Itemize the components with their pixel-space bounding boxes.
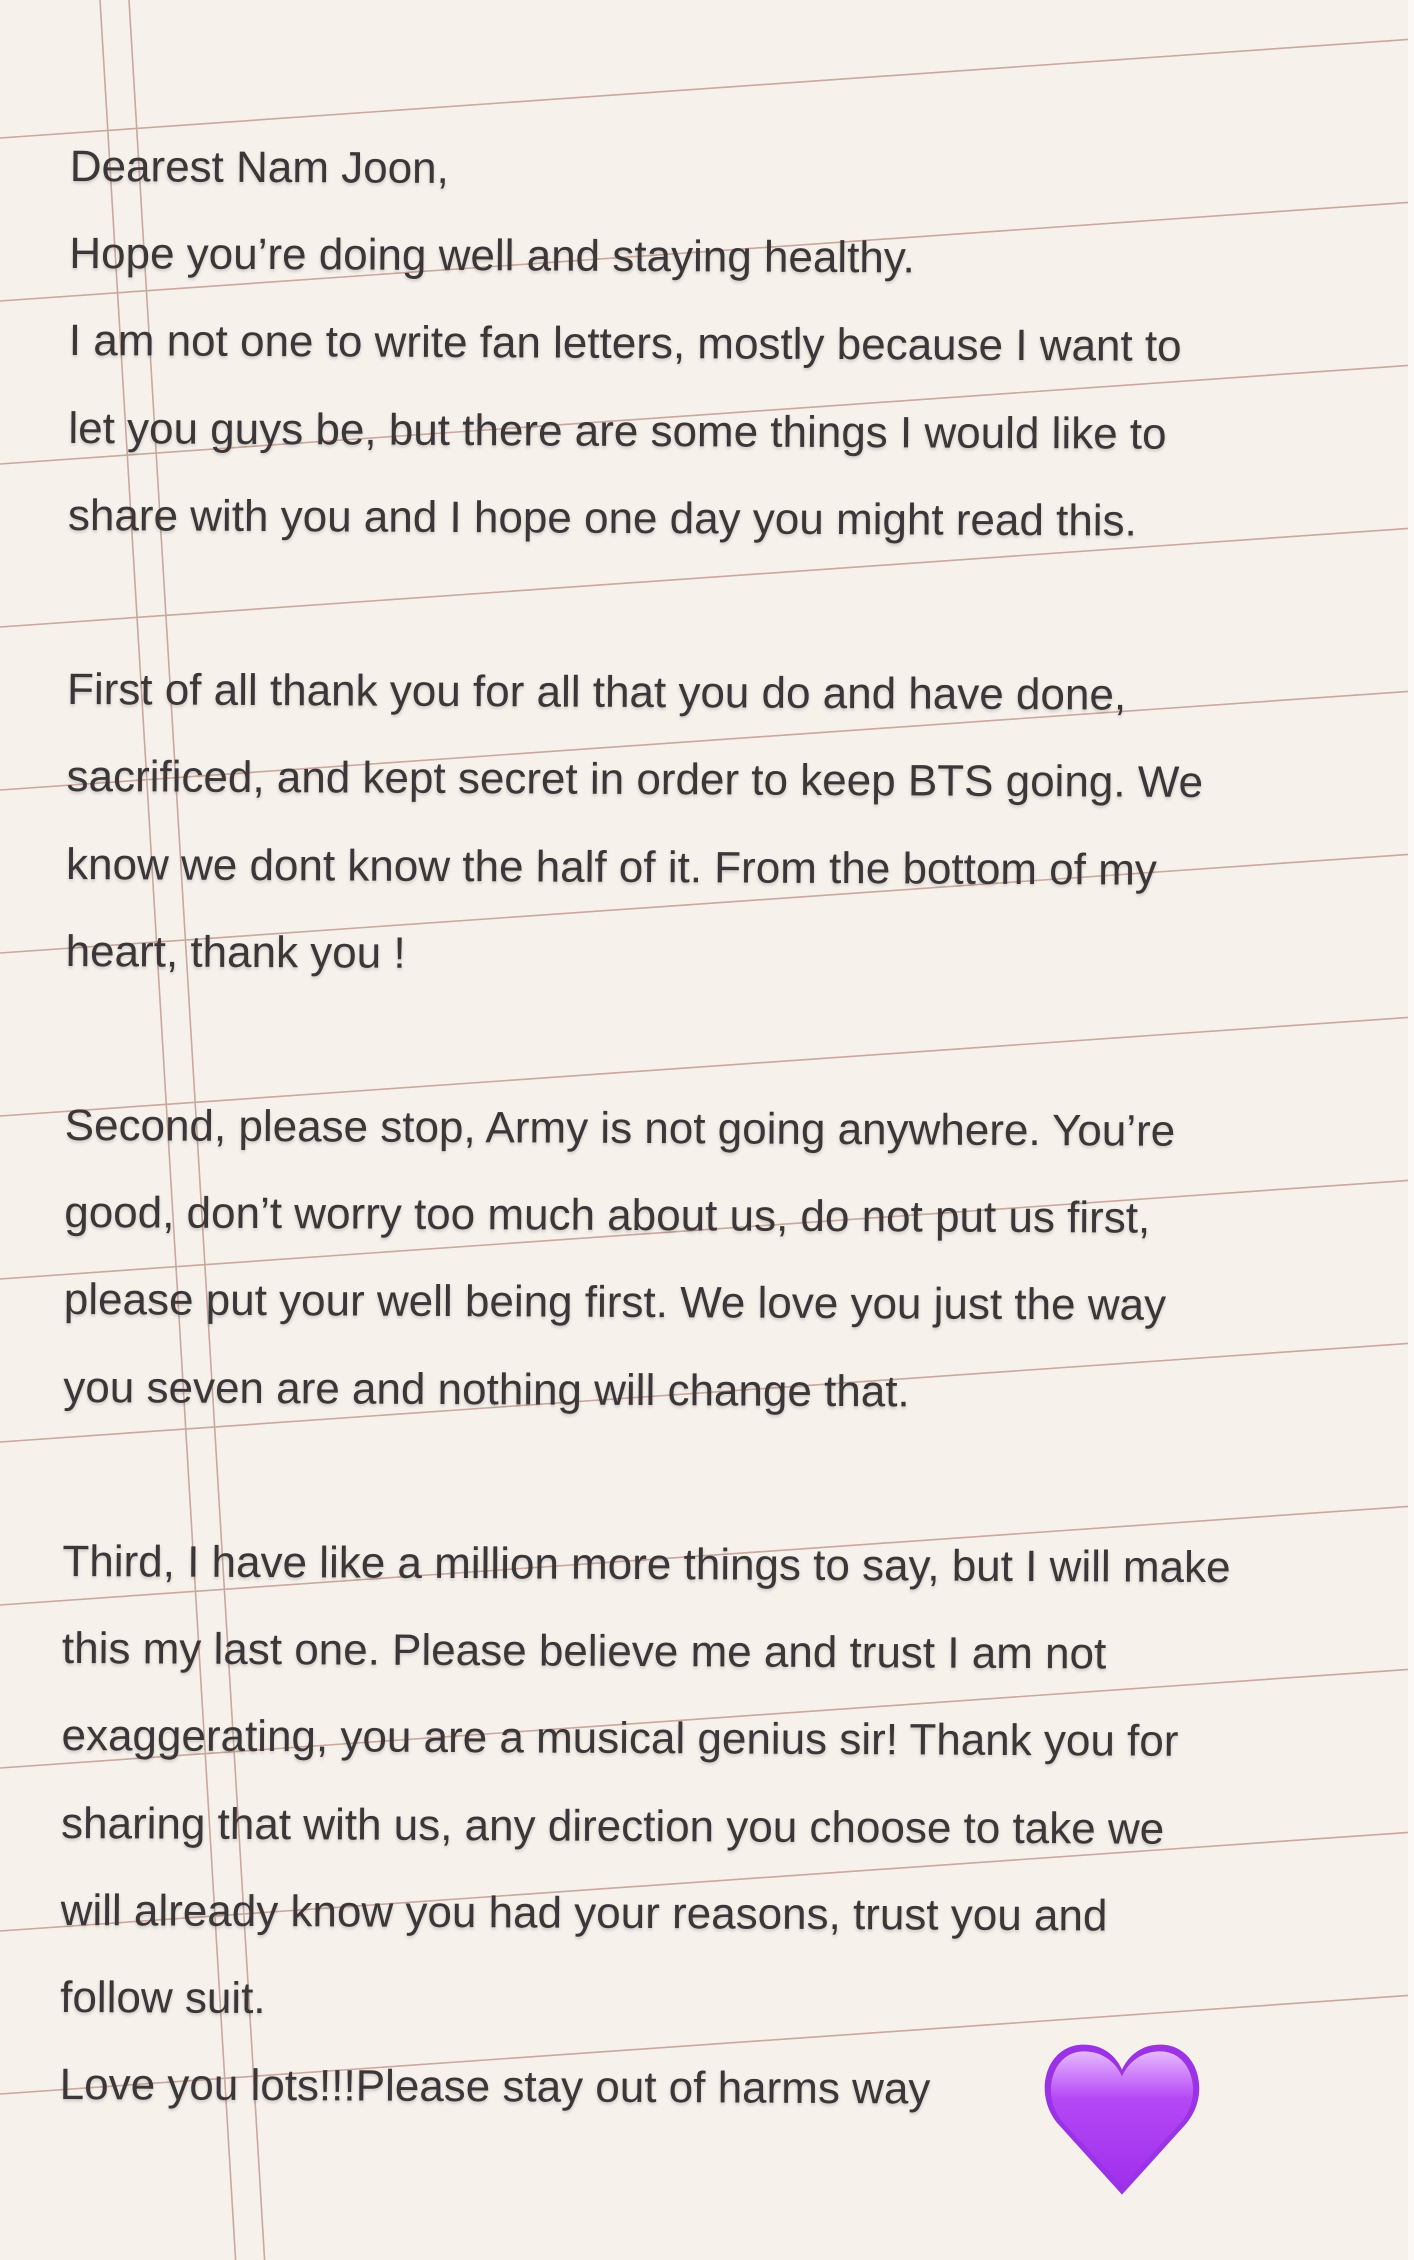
letter-line: Love you lots!!!Please stay out of harms way — [59, 2060, 931, 2114]
letter-line: sharing that with us, any direction you choose to take we — [60, 1798, 1165, 1854]
blank-line — [65, 995, 1234, 1088]
letter-body — [60, 123, 1239, 2134]
letter-line: I am not one to write fan letters, mostly because I want to — [68, 316, 1182, 372]
letter-line: Third, I have like a million more things to say, but I will make — [62, 1536, 1231, 1593]
blank-line — [67, 559, 1236, 652]
letter-line: share with you and I hope one day you might read this. — [67, 490, 1137, 546]
letter-line: let you guys be, but there are some things I would like to — [68, 403, 1167, 459]
letter-line: sacrificed, and kept secret in order to keep BTS going. We — [66, 752, 1204, 808]
letter-line: know we dont know the half of it. From the bottom of my — [65, 839, 1157, 895]
letter-line: heart, thank you ! — [65, 926, 406, 978]
letter-line: Second, please stop, Army is not going anywhere. You’re — [64, 1101, 1176, 1156]
letter-line: please put your well being first. We love you just the way — [63, 1275, 1167, 1331]
letter-line: Hope you’re doing well and staying healthy. — [69, 229, 915, 283]
letter-line: good, don’t worry too much about us, do not put us first, — [64, 1188, 1151, 1243]
page-edge — [1408, 0, 1414, 2260]
letter-line: this my last one. Please believe me and trust I am not — [61, 1624, 1107, 1679]
letter-line: will already know you had your reasons, trust you and — [60, 1885, 1108, 1941]
letter-line: you seven are and nothing will change that. — [63, 1362, 910, 1417]
letter-line: Dearest Nam Joon, — [69, 141, 449, 193]
blank-line — [63, 1431, 1232, 1524]
letter-line: First of all thank you for all that you do and have done, — [66, 665, 1127, 720]
letter-line: follow suit. — [60, 1972, 266, 2023]
purple-heart-icon — [1038, 2038, 1206, 2198]
letter-line: exaggerating, you are a musical genius sir! Thank you for — [61, 1711, 1179, 1767]
